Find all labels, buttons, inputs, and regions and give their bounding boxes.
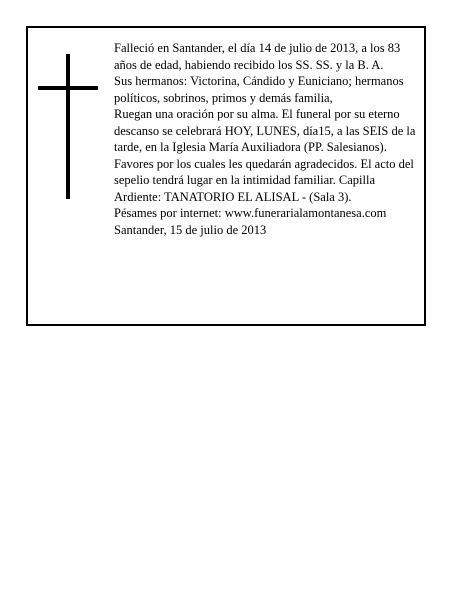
cross-icon [38, 54, 98, 199]
condolences-website: Pésames por internet: www.funerarialamontanesa.com [114, 206, 387, 220]
cross-horizontal-bar [38, 86, 98, 90]
obituary-notice [26, 26, 426, 326]
place-and-date: Santander, 15 de julio de 2013 [114, 222, 267, 237]
death-announcement: Falleció en Santander, el día 14 de julio de 2013, a los 83 años de edad, habiendo recibido los SS. SS. y la B. A. [114, 41, 401, 72]
family-members: Sus hermanos: Victorina, Cándido y Euniciano; hermanos políticos, sobrinos, primos y demás familia, [114, 74, 404, 105]
funeral-details: Ruegan una oración por su alma. El funeral por su eterno descanso se celebrará HOY, LUNES, día15, a las SEIS de la tarde, en la Iglesia María Auxiliadora (PP. Salesianos). Favores por los cuales les quedarán agradecidos. El acto del sepelio tendrá lugar en la intimidad familiar. Capilla Ardiente: TANATORIO EL ALISAL - (Sala 3). [114, 107, 416, 204]
cross-vertical-bar [66, 54, 70, 199]
obituary-text [114, 40, 418, 238]
